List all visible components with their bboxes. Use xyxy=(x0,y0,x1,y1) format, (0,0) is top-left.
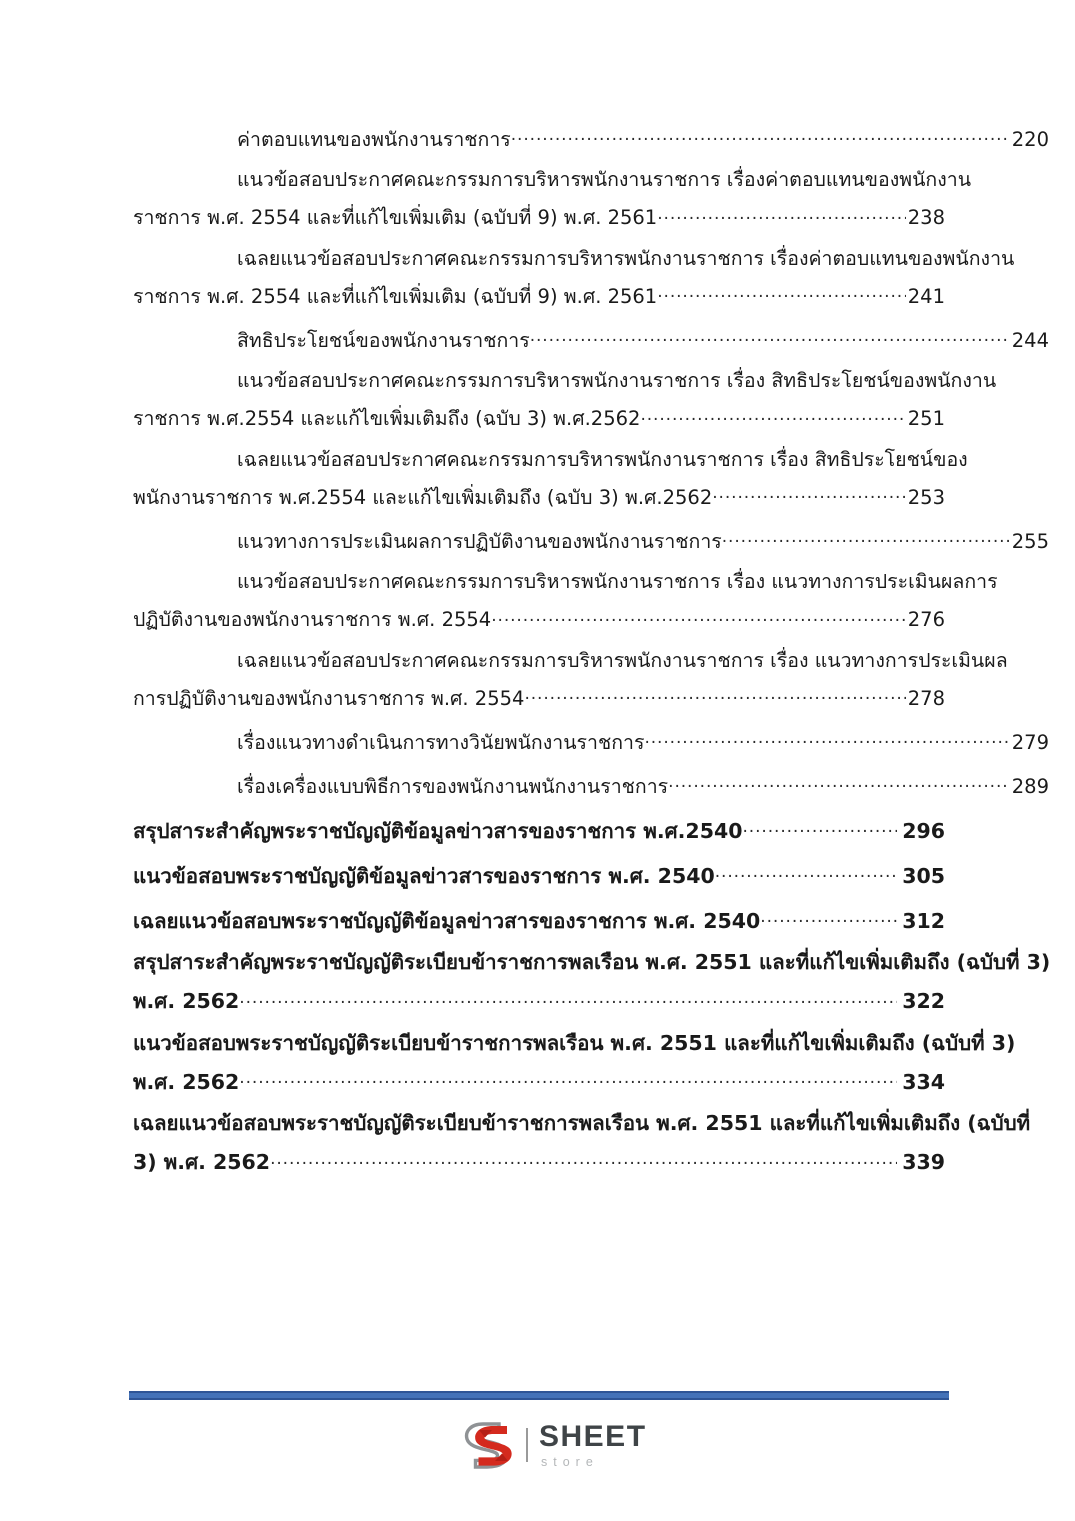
toc-entry-label: แนวข้อสอบพระราชบัญญัติข้อมูลข่าวสารของราชการ พ.ศ. 2540 xyxy=(133,863,715,888)
toc-entry[interactable] xyxy=(133,950,1051,1013)
toc-dot-leader xyxy=(524,685,905,705)
toc-entry-line xyxy=(133,685,945,708)
toc-page-number: 238 xyxy=(907,206,945,229)
toc-entry[interactable] xyxy=(133,528,1049,553)
toc-dot-leader xyxy=(715,862,897,883)
toc-page-number: 279 xyxy=(1011,730,1049,754)
toc-entry[interactable] xyxy=(133,862,945,886)
toc-entry-line xyxy=(133,1111,1031,1135)
toc-entry-label: เฉลยแนวข้อสอบประกาศคณะกรรมการบริหารพนักงานราชการ เรื่อง สิทธิประโยชน์ของ xyxy=(237,447,968,471)
toc-page-number: 255 xyxy=(1011,529,1049,553)
toc-entry-line xyxy=(133,907,945,931)
toc-entry-label: แนวข้อสอบประกาศคณะกรรมการบริหารพนักงานราชการ เรื่อง สิทธิประโยชน์ของพนักงาน xyxy=(237,369,997,392)
table-of-contents xyxy=(133,126,1051,1174)
toc-entry[interactable] xyxy=(133,907,945,931)
toc-dot-leader xyxy=(239,1068,897,1089)
toc-entry-label: เฉลยแนวข้อสอบประกาศคณะกรรมการบริหารพนักงานราชการ เรื่อง แนวทางการประเมินผล xyxy=(237,648,1008,672)
toc-page-number: 244 xyxy=(1011,328,1049,352)
toc-page-number: 339 xyxy=(902,1150,945,1174)
toc-dot-leader xyxy=(760,907,897,928)
toc-entry-label: สรุปสาระสำคัญพระราชบัญญัติระเบียบข้าราชการพลเรือน พ.ศ. 2551 และที่แก้ไขเพิ่มเติมถึง (ฉบับที่ 3) xyxy=(133,950,1051,974)
toc-entry-line xyxy=(133,950,1051,974)
toc-entry-line xyxy=(133,1030,1016,1055)
toc-entry-line xyxy=(133,126,1049,149)
toc-entry[interactable] xyxy=(133,729,1049,754)
logo-sub-text: store xyxy=(541,1454,599,1469)
toc-entry-line xyxy=(133,170,1049,190)
toc-entry[interactable] xyxy=(133,447,968,509)
toc-page-number: 251 xyxy=(907,407,945,430)
toc-entry[interactable] xyxy=(133,168,972,229)
toc-dot-leader xyxy=(640,406,905,426)
toc-entry[interactable] xyxy=(133,126,1049,151)
toc-entry-label: เรื่องเครื่องแบบพิธีการของพนักงานพนักงานราชการ xyxy=(237,774,669,798)
toc-entry[interactable] xyxy=(133,327,1049,352)
logo-brand-text: SHEET xyxy=(539,1419,647,1453)
toc-entry-line xyxy=(133,729,1049,752)
toc-entry[interactable] xyxy=(133,1030,1016,1094)
toc-dot-leader xyxy=(511,126,1010,146)
toc-entry-label: เรื่องแนวทางดำเนินการทางวินัยพนักงานราชการ xyxy=(237,730,645,754)
toc-entry-line xyxy=(133,773,1049,796)
toc-entry-label: สิทธิประโยชน์ของพนักงานราชการ xyxy=(237,328,530,352)
toc-page-number: 322 xyxy=(902,989,945,1013)
toc-entry-label: สรุปสาระสำคัญพระราชบัญญัติข้อมูลข่าวสารของราชการ พ.ศ.2540 xyxy=(133,818,743,843)
toc-entry-label: แนวข้อสอบพระราชบัญญัติระเบียบข้าราชการพลเรือน พ.ศ. 2551 และที่แก้ไขเพิ่มเติมถึง (ฉบับที่ 3) xyxy=(133,1030,1016,1055)
logo-wordmark xyxy=(539,1419,647,1469)
toc-entry-label: พนักงานราชการ พ.ศ.2554 และแก้ไขเพิ่มเติมถึง (ฉบับ 3) พ.ศ.2562 xyxy=(133,485,713,509)
toc-entry-label: เฉลยแนวข้อสอบพระราชบัญญัติระเบียบข้าราชการพลเรือน พ.ศ. 2551 และที่แก้ไขเพิ่มเติมถึง (ฉบับที่ xyxy=(133,1111,1031,1135)
toc-dot-leader xyxy=(712,484,906,504)
toc-entry-line xyxy=(133,371,1049,391)
toc-entry-label: แนวข้อสอบประกาศคณะกรรมการบริหารพนักงานราชการ เรื่อง แนวทางการประเมินผลการ xyxy=(237,570,998,593)
toc-dot-leader xyxy=(239,988,897,1009)
toc-entry-line xyxy=(133,648,1049,672)
toc-dot-leader xyxy=(644,729,1009,749)
toc-entry-line xyxy=(133,572,1049,592)
toc-page-number: 289 xyxy=(1011,774,1049,798)
toc-entry[interactable] xyxy=(133,570,998,631)
toc-entry-line xyxy=(133,528,1049,551)
toc-entry[interactable] xyxy=(133,246,1015,308)
toc-entry-label: ค่าตอบแทนของพนักงานราชการ xyxy=(237,127,511,151)
toc-dot-leader xyxy=(270,1149,897,1170)
toc-dot-leader xyxy=(657,205,906,225)
toc-page-number: 276 xyxy=(907,608,945,631)
toc-entry[interactable] xyxy=(133,648,1008,710)
toc-dot-leader xyxy=(530,327,1010,347)
toc-page-number: 334 xyxy=(902,1069,945,1094)
toc-entry-label: แนวทางการประเมินผลการปฏิบัติงานของพนักงานราชการ xyxy=(237,529,722,553)
toc-dot-leader xyxy=(668,773,1010,793)
toc-entry-line xyxy=(133,988,945,1012)
toc-page-number: 241 xyxy=(907,284,945,308)
toc-dot-leader xyxy=(657,283,906,303)
toc-entry-line xyxy=(133,817,945,841)
footer-divider-rule xyxy=(129,1391,949,1400)
toc-entry-line xyxy=(133,406,945,429)
toc-page-number: 220 xyxy=(1011,127,1049,151)
toc-entry-label: การปฏิบัติงานของพนักงานราชการ พ.ศ. 2554 xyxy=(133,686,525,710)
toc-entry[interactable] xyxy=(133,369,997,430)
toc-entry-line xyxy=(133,327,1049,350)
toc-dot-leader xyxy=(491,607,906,627)
toc-entry-label: ปฏิบัติงานของพนักงานราชการ พ.ศ. 2554 xyxy=(133,608,492,631)
toc-entry-line xyxy=(133,283,945,306)
toc-dot-leader xyxy=(743,817,898,838)
toc-entry-label: เฉลยแนวข้อสอบพระราชบัญญัติข้อมูลข่าวสารของราชการ พ.ศ. 2540 xyxy=(133,908,761,933)
toc-entry-line xyxy=(133,484,945,507)
toc-dot-leader xyxy=(722,528,1010,548)
toc-entry-label: พ.ศ. 2562 xyxy=(133,1069,240,1094)
toc-entry-label: พ.ศ. 2562 xyxy=(133,989,240,1013)
toc-page-number: 253 xyxy=(907,485,945,509)
toc-entry-line xyxy=(133,447,1049,471)
toc-entry-line xyxy=(133,862,945,886)
toc-entry-line xyxy=(133,1149,945,1173)
toc-entry-label: ราชการ พ.ศ. 2554 และที่แก้ไขเพิ่มเติม (ฉบับที่ 9) พ.ศ. 2561 xyxy=(133,284,658,308)
toc-entry-label: ราชการ พ.ศ. 2554 และที่แก้ไขเพิ่มเติม (ฉบับที่ 9) พ.ศ. 2561 xyxy=(133,206,658,229)
toc-entry[interactable] xyxy=(133,1111,1031,1174)
sheet-store-logo xyxy=(463,1414,647,1476)
toc-entry-line xyxy=(133,246,1049,270)
toc-entry[interactable] xyxy=(133,817,945,841)
toc-entry-label: ราชการ พ.ศ.2554 และแก้ไขเพิ่มเติมถึง (ฉบับ 3) พ.ศ.2562 xyxy=(133,407,641,430)
toc-page-number: 312 xyxy=(902,908,945,933)
toc-entry-label: แนวข้อสอบประกาศคณะกรรมการบริหารพนักงานราชการ เรื่องค่าตอบแทนของพนักงาน xyxy=(237,168,972,191)
toc-page-number: 278 xyxy=(907,686,945,710)
logo-divider xyxy=(526,1428,528,1462)
logo-s-monogram-icon xyxy=(463,1417,519,1473)
toc-entry-line xyxy=(133,1068,945,1092)
toc-entry-line xyxy=(133,205,945,228)
toc-entry-label: 3) พ.ศ. 2562 xyxy=(133,1150,271,1174)
toc-entry-line xyxy=(133,607,945,630)
toc-page-number: 305 xyxy=(902,863,945,888)
toc-entry[interactable] xyxy=(133,773,1049,798)
toc-entry-label: เฉลยแนวข้อสอบประกาศคณะกรรมการบริหารพนักงานราชการ เรื่องค่าตอบแทนของพนักงาน xyxy=(237,246,1015,270)
toc-page-number: 296 xyxy=(902,818,945,843)
